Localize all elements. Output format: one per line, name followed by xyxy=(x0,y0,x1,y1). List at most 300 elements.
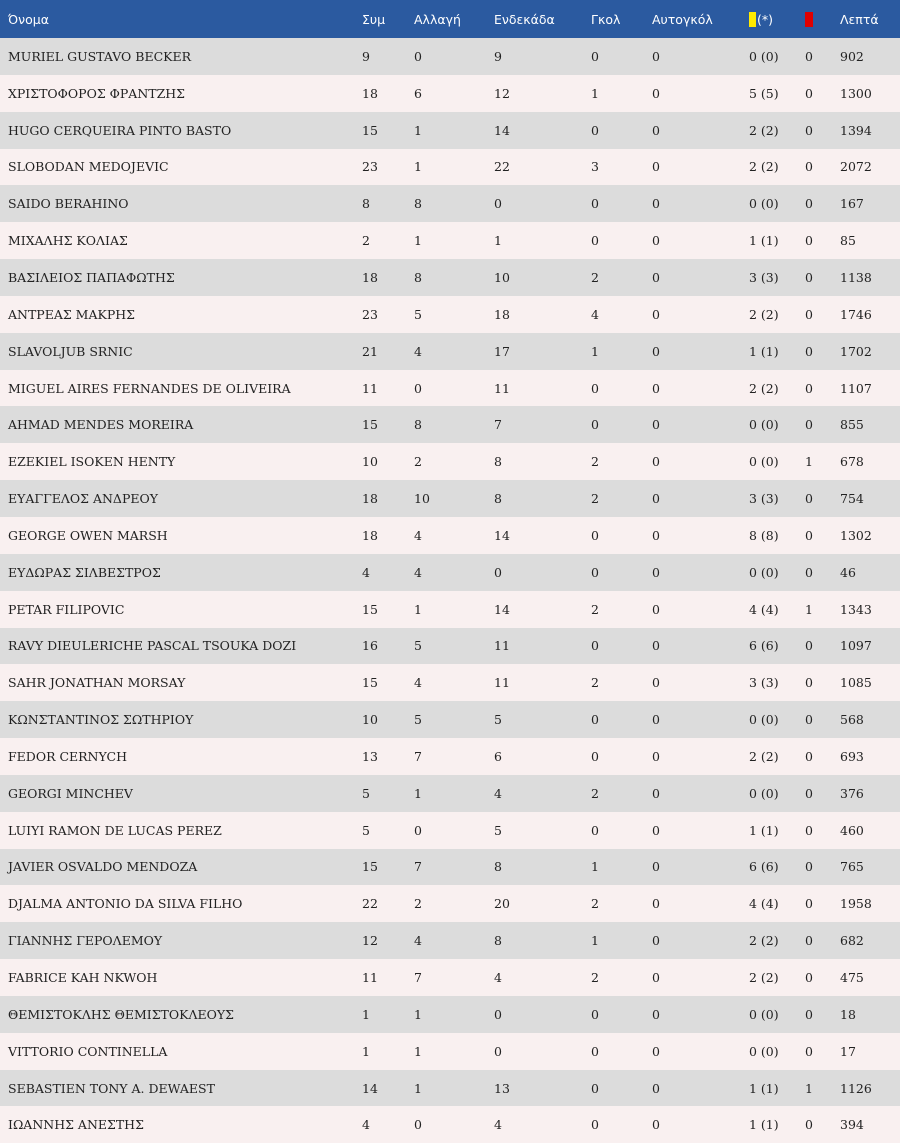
cell-apps: 22 xyxy=(362,896,378,912)
cell-starts: 4 xyxy=(494,970,502,986)
cell-name[interactable]: SAHR JONATHAN MORSAY xyxy=(8,675,186,691)
cell-minutes: 1343 xyxy=(840,601,872,617)
cell-apps: 21 xyxy=(362,343,378,359)
cell-red-cards: 0 xyxy=(805,527,813,543)
cell-goals: 2 xyxy=(591,601,599,617)
cell-name[interactable]: GEORGI MINCHEV xyxy=(8,785,133,801)
cell-subs: 1 xyxy=(414,1043,422,1059)
cell-starts: 12 xyxy=(494,85,510,101)
cell-starts: 9 xyxy=(494,48,502,64)
cell-red-cards: 0 xyxy=(805,712,813,728)
cell-yellow-cards: 6 (6) xyxy=(749,859,779,875)
cell-red-cards: 0 xyxy=(805,491,813,507)
cell-minutes: 167 xyxy=(840,196,864,212)
cell-own-goals: 0 xyxy=(652,122,660,138)
cell-name[interactable]: FABRICE KAH NKWOH xyxy=(8,970,158,986)
cell-own-goals: 0 xyxy=(652,196,660,212)
cell-minutes: 693 xyxy=(840,748,864,764)
cell-subs: 1 xyxy=(414,601,422,617)
header-goals[interactable]: Γκολ xyxy=(591,11,621,27)
cell-name[interactable]: GEORGE OWEN MARSH xyxy=(8,527,168,543)
cell-own-goals: 0 xyxy=(652,785,660,801)
cell-subs: 2 xyxy=(414,896,422,912)
cell-goals: 1 xyxy=(591,85,599,101)
cell-yellow-cards: 3 (3) xyxy=(749,269,779,285)
cell-starts: 14 xyxy=(494,601,510,617)
cell-starts: 18 xyxy=(494,306,510,322)
table-row[interactable] xyxy=(0,112,900,149)
cell-subs: 2 xyxy=(414,454,422,470)
cell-yellow-cards: 0 (0) xyxy=(749,1006,779,1022)
cell-yellow-cards: 3 (3) xyxy=(749,675,779,691)
cell-starts: 22 xyxy=(494,159,510,175)
cell-own-goals: 0 xyxy=(652,159,660,175)
cell-name[interactable]: ΘΕΜΙΣΤΟΚΛΗΣ ΘΕΜΙΣΤΟΚΛΕΟΥΣ xyxy=(8,1006,234,1022)
header-own-goals[interactable]: Αυτογκόλ xyxy=(652,11,713,27)
cell-minutes: 1746 xyxy=(840,306,872,322)
cell-goals: 2 xyxy=(591,491,599,507)
cell-subs: 0 xyxy=(414,1117,422,1133)
table-row[interactable] xyxy=(0,775,900,812)
cell-yellow-cards: 1 (1) xyxy=(749,343,779,359)
table-row[interactable] xyxy=(0,1070,900,1107)
cell-starts: 0 xyxy=(494,564,502,580)
cell-own-goals: 0 xyxy=(652,417,660,433)
cell-apps: 8 xyxy=(362,196,370,212)
cell-minutes: 754 xyxy=(840,491,864,507)
cell-yellow-cards: 1 (1) xyxy=(749,1117,779,1133)
cell-goals: 0 xyxy=(591,1117,599,1133)
cell-red-cards: 1 xyxy=(805,1080,813,1096)
cell-starts: 0 xyxy=(494,1043,502,1059)
cell-minutes: 475 xyxy=(840,970,864,986)
table-row[interactable] xyxy=(0,664,900,701)
cell-apps: 23 xyxy=(362,306,378,322)
cell-own-goals: 0 xyxy=(652,85,660,101)
cell-own-goals: 0 xyxy=(652,859,660,875)
cell-apps: 15 xyxy=(362,601,378,617)
cell-subs: 7 xyxy=(414,748,422,764)
header-apps[interactable]: Συμ xyxy=(362,11,386,27)
table-row[interactable] xyxy=(0,1033,900,1070)
cell-red-cards: 0 xyxy=(805,785,813,801)
cell-goals: 0 xyxy=(591,233,599,249)
cell-goals: 0 xyxy=(591,1043,599,1059)
cell-starts: 6 xyxy=(494,748,502,764)
table-row[interactable] xyxy=(0,406,900,443)
cell-apps: 11 xyxy=(362,380,378,396)
cell-name[interactable]: ΑΝΤΡΕΑΣ ΜΑΚΡΗΣ xyxy=(8,306,135,322)
cell-name[interactable]: VITTORIO CONTINELLA xyxy=(8,1043,168,1059)
cell-goals: 0 xyxy=(591,196,599,212)
cell-apps: 5 xyxy=(362,785,370,801)
header-subs[interactable]: Αλλαγή xyxy=(414,11,461,27)
table-row[interactable] xyxy=(0,296,900,333)
cell-minutes: 1126 xyxy=(840,1080,872,1096)
yellow-card-icon xyxy=(749,12,756,27)
table-row[interactable] xyxy=(0,628,900,665)
cell-subs: 1 xyxy=(414,122,422,138)
cell-red-cards: 0 xyxy=(805,1006,813,1022)
cell-subs: 4 xyxy=(414,564,422,580)
cell-subs: 8 xyxy=(414,417,422,433)
cell-subs: 4 xyxy=(414,933,422,949)
cell-red-cards: 0 xyxy=(805,122,813,138)
cell-apps: 13 xyxy=(362,748,378,764)
cell-name[interactable]: JAVIER OSVALDO MENDOZA xyxy=(8,859,198,875)
table-row[interactable] xyxy=(0,480,900,517)
cell-subs: 1 xyxy=(414,1006,422,1022)
table-body xyxy=(0,38,900,1143)
cell-red-cards: 1 xyxy=(805,454,813,470)
cell-own-goals: 0 xyxy=(652,48,660,64)
cell-goals: 2 xyxy=(591,269,599,285)
cell-starts: 11 xyxy=(494,380,510,396)
cell-own-goals: 0 xyxy=(652,970,660,986)
cell-starts: 1 xyxy=(494,233,502,249)
cell-goals: 0 xyxy=(591,380,599,396)
header-red-cards[interactable] xyxy=(805,0,840,38)
table-row[interactable] xyxy=(0,922,900,959)
cell-yellow-cards: 0 (0) xyxy=(749,712,779,728)
cell-minutes: 1394 xyxy=(840,122,872,138)
cell-yellow-cards: 0 (0) xyxy=(749,417,779,433)
cell-yellow-cards: 4 (4) xyxy=(749,896,779,912)
cell-subs: 6 xyxy=(414,85,422,101)
cell-minutes: 1302 xyxy=(840,527,872,543)
cell-name[interactable]: SLAVOLJUB SRNIC xyxy=(8,343,133,359)
cell-own-goals: 0 xyxy=(652,712,660,728)
header-yellow-cards[interactable] xyxy=(749,0,805,38)
table-row[interactable] xyxy=(0,591,900,628)
cell-subs: 8 xyxy=(414,269,422,285)
cell-minutes: 1300 xyxy=(840,85,872,101)
cell-goals: 1 xyxy=(591,859,599,875)
cell-starts: 7 xyxy=(494,417,502,433)
cell-subs: 4 xyxy=(414,343,422,359)
cell-starts: 8 xyxy=(494,454,502,470)
cell-own-goals: 0 xyxy=(652,601,660,617)
header-starts[interactable]: Ενδεκάδα xyxy=(494,11,555,27)
cell-goals: 0 xyxy=(591,564,599,580)
table-row[interactable] xyxy=(0,185,900,222)
cell-subs: 4 xyxy=(414,527,422,543)
cell-subs: 1 xyxy=(414,233,422,249)
cell-yellow-cards: 6 (6) xyxy=(749,638,779,654)
cell-goals: 2 xyxy=(591,675,599,691)
cell-starts: 11 xyxy=(494,638,510,654)
cell-own-goals: 0 xyxy=(652,933,660,949)
cell-name[interactable]: DJALMA ANTONIO DA SILVA FILHO xyxy=(8,896,243,912)
cell-name[interactable]: ΧΡΙΣΤΟΦΟΡΟΣ ΦΡΑΝΤΖΗΣ xyxy=(8,85,186,101)
cell-own-goals: 0 xyxy=(652,454,660,470)
cell-apps: 18 xyxy=(362,269,378,285)
cell-goals: 4 xyxy=(591,306,599,322)
cell-apps: 18 xyxy=(362,491,378,507)
cell-red-cards: 0 xyxy=(805,822,813,838)
table-row[interactable] xyxy=(0,517,900,554)
cell-red-cards: 0 xyxy=(805,675,813,691)
cell-red-cards: 0 xyxy=(805,233,813,249)
cell-minutes: 394 xyxy=(840,1117,864,1133)
cell-minutes: 568 xyxy=(840,712,864,728)
cell-own-goals: 0 xyxy=(652,527,660,543)
table-row[interactable] xyxy=(0,701,900,738)
cell-minutes: 46 xyxy=(840,564,856,580)
cell-own-goals: 0 xyxy=(652,491,660,507)
cell-apps: 12 xyxy=(362,933,378,949)
cell-minutes: 678 xyxy=(840,454,864,470)
cell-yellow-cards: 3 (3) xyxy=(749,491,779,507)
cell-name[interactable]: ΕΥΔΩΡΑΣ ΣΙΛΒΕΣΤΡΟΣ xyxy=(8,564,161,580)
cell-minutes: 1958 xyxy=(840,896,872,912)
cell-name[interactable]: ΕΥΑΓΓΕΛΟΣ ΑΝΔΡΕΟΥ xyxy=(8,491,158,507)
cell-name[interactable]: EZEKIEL ISOKEN HENTY xyxy=(8,454,176,470)
cell-apps: 23 xyxy=(362,159,378,175)
cell-own-goals: 0 xyxy=(652,822,660,838)
table-row[interactable] xyxy=(0,443,900,480)
cell-subs: 0 xyxy=(414,48,422,64)
cell-own-goals: 0 xyxy=(652,564,660,580)
cell-starts: 0 xyxy=(494,1006,502,1022)
cell-goals: 0 xyxy=(591,712,599,728)
cell-minutes: 460 xyxy=(840,822,864,838)
cell-name[interactable]: FEDOR CERNYCH xyxy=(8,748,127,764)
cell-red-cards: 0 xyxy=(805,970,813,986)
cell-minutes: 682 xyxy=(840,933,864,949)
cell-yellow-cards: 0 (0) xyxy=(749,1043,779,1059)
table-row[interactable] xyxy=(0,812,900,849)
table-row[interactable] xyxy=(0,959,900,996)
table-row[interactable] xyxy=(0,1106,900,1143)
cell-apps: 15 xyxy=(362,417,378,433)
cell-yellow-cards: 2 (2) xyxy=(749,970,779,986)
cell-yellow-cards: 0 (0) xyxy=(749,785,779,801)
table-row[interactable] xyxy=(0,849,900,886)
cell-yellow-cards: 8 (8) xyxy=(749,527,779,543)
cell-minutes: 1107 xyxy=(840,380,872,396)
cell-yellow-cards: 2 (2) xyxy=(749,933,779,949)
cell-own-goals: 0 xyxy=(652,306,660,322)
cell-starts: 4 xyxy=(494,785,502,801)
table-header-row xyxy=(0,0,900,38)
cell-minutes: 1138 xyxy=(840,269,872,285)
cell-own-goals: 0 xyxy=(652,1117,660,1133)
yellow-suffix: (*) xyxy=(757,11,774,27)
cell-name[interactable]: ΒΑΣΙΛΕΙΟΣ ΠΑΠΑΦΩΤΗΣ xyxy=(8,269,175,285)
cell-red-cards: 0 xyxy=(805,159,813,175)
cell-starts: 4 xyxy=(494,1117,502,1133)
cell-name[interactable]: AHMAD MENDES MOREIRA xyxy=(8,417,194,433)
cell-name[interactable]: ΜΙΧΑΛΗΣ ΚΟΛΙΑΣ xyxy=(8,233,128,249)
table-row[interactable] xyxy=(0,885,900,922)
cell-red-cards: 0 xyxy=(805,748,813,764)
cell-subs: 1 xyxy=(414,1080,422,1096)
cell-red-cards: 0 xyxy=(805,933,813,949)
cell-subs: 8 xyxy=(414,196,422,212)
cell-subs: 7 xyxy=(414,970,422,986)
cell-subs: 0 xyxy=(414,380,422,396)
cell-apps: 16 xyxy=(362,638,378,654)
cell-red-cards: 0 xyxy=(805,564,813,580)
cell-subs: 5 xyxy=(414,638,422,654)
table-row[interactable] xyxy=(0,333,900,370)
cell-yellow-cards: 0 (0) xyxy=(749,48,779,64)
cell-goals: 0 xyxy=(591,417,599,433)
cell-yellow-cards: 1 (1) xyxy=(749,822,779,838)
cell-yellow-cards: 1 (1) xyxy=(749,1080,779,1096)
table-row[interactable] xyxy=(0,75,900,112)
cell-yellow-cards: 5 (5) xyxy=(749,85,779,101)
cell-yellow-cards: 0 (0) xyxy=(749,196,779,212)
cell-starts: 8 xyxy=(494,859,502,875)
cell-apps: 15 xyxy=(362,122,378,138)
cell-starts: 14 xyxy=(494,122,510,138)
cell-yellow-cards: 2 (2) xyxy=(749,380,779,396)
cell-name[interactable]: SEBASTIEN TONY A. DEWAEST xyxy=(8,1080,215,1096)
cell-starts: 0 xyxy=(494,196,502,212)
cell-red-cards: 0 xyxy=(805,48,813,64)
table-row[interactable] xyxy=(0,996,900,1033)
header-name[interactable]: Όνομα xyxy=(8,11,49,27)
cell-name[interactable]: SAIDO BERAHINO xyxy=(8,196,129,212)
cell-apps: 2 xyxy=(362,233,370,249)
cell-minutes: 1097 xyxy=(840,638,872,654)
cell-own-goals: 0 xyxy=(652,1043,660,1059)
table-row[interactable] xyxy=(0,554,900,591)
cell-starts: 5 xyxy=(494,822,502,838)
cell-red-cards: 0 xyxy=(805,1117,813,1133)
cell-yellow-cards: 0 (0) xyxy=(749,564,779,580)
cell-starts: 8 xyxy=(494,491,502,507)
cell-starts: 17 xyxy=(494,343,510,359)
cell-red-cards: 0 xyxy=(805,859,813,875)
cell-own-goals: 0 xyxy=(652,1006,660,1022)
cell-red-cards: 0 xyxy=(805,196,813,212)
cell-own-goals: 0 xyxy=(652,1080,660,1096)
cell-goals: 1 xyxy=(591,933,599,949)
cell-apps: 10 xyxy=(362,712,378,728)
cell-red-cards: 0 xyxy=(805,380,813,396)
cell-red-cards: 0 xyxy=(805,638,813,654)
cell-goals: 0 xyxy=(591,822,599,838)
cell-minutes: 1085 xyxy=(840,675,872,691)
red-card-icon xyxy=(805,12,813,27)
cell-minutes: 855 xyxy=(840,417,864,433)
cell-apps: 5 xyxy=(362,822,370,838)
cell-minutes: 1702 xyxy=(840,343,872,359)
cell-yellow-cards: 2 (2) xyxy=(749,748,779,764)
cell-own-goals: 0 xyxy=(652,233,660,249)
cell-minutes: 18 xyxy=(840,1006,856,1022)
table-row[interactable] xyxy=(0,370,900,407)
cell-name[interactable]: MIGUEL AIRES FERNANDES DE OLIVEIRA xyxy=(8,380,291,396)
cell-starts: 13 xyxy=(494,1080,510,1096)
cell-own-goals: 0 xyxy=(652,269,660,285)
cell-goals: 0 xyxy=(591,638,599,654)
cell-starts: 14 xyxy=(494,527,510,543)
cell-goals: 0 xyxy=(591,48,599,64)
cell-own-goals: 0 xyxy=(652,343,660,359)
cell-goals: 3 xyxy=(591,159,599,175)
cell-goals: 0 xyxy=(591,122,599,138)
cell-apps: 4 xyxy=(362,1117,370,1133)
cell-minutes: 85 xyxy=(840,233,856,249)
cell-goals: 0 xyxy=(591,1006,599,1022)
cell-starts: 5 xyxy=(494,712,502,728)
cell-name[interactable]: ΓΙΑΝΝΗΣ ΓΕΡΟΛΕΜΟΥ xyxy=(8,933,163,949)
cell-red-cards: 0 xyxy=(805,417,813,433)
cell-red-cards: 0 xyxy=(805,269,813,285)
cell-yellow-cards: 4 (4) xyxy=(749,601,779,617)
cell-yellow-cards: 2 (2) xyxy=(749,122,779,138)
cell-own-goals: 0 xyxy=(652,748,660,764)
table-row[interactable] xyxy=(0,222,900,259)
cell-own-goals: 0 xyxy=(652,896,660,912)
cell-minutes: 765 xyxy=(840,859,864,875)
cell-goals: 1 xyxy=(591,343,599,359)
cell-red-cards: 0 xyxy=(805,343,813,359)
cell-subs: 5 xyxy=(414,712,422,728)
cell-apps: 11 xyxy=(362,970,378,986)
cell-apps: 1 xyxy=(362,1006,370,1022)
header-minutes[interactable]: Λεπτά xyxy=(840,11,879,27)
cell-red-cards: 0 xyxy=(805,1043,813,1059)
cell-subs: 0 xyxy=(414,822,422,838)
cell-own-goals: 0 xyxy=(652,675,660,691)
cell-minutes: 376 xyxy=(840,785,864,801)
cell-name[interactable]: SLOBODAN MEDOJEVIC xyxy=(8,159,169,175)
table-row[interactable] xyxy=(0,259,900,296)
cell-own-goals: 0 xyxy=(652,638,660,654)
cell-subs: 1 xyxy=(414,159,422,175)
cell-yellow-cards: 1 (1) xyxy=(749,233,779,249)
cell-name[interactable]: MURIEL GUSTAVO BECKER xyxy=(8,48,192,64)
cell-name[interactable]: PETAR FILIPOVIC xyxy=(8,601,125,617)
cell-name[interactable]: ΚΩΝΣΤΑΝΤΙΝΟΣ ΣΩΤΗΡΙΟΥ xyxy=(8,712,194,728)
cell-apps: 14 xyxy=(362,1080,378,1096)
cell-red-cards: 0 xyxy=(805,306,813,322)
cell-starts: 20 xyxy=(494,896,510,912)
cell-apps: 18 xyxy=(362,527,378,543)
cell-starts: 10 xyxy=(494,269,510,285)
cell-apps: 18 xyxy=(362,85,378,101)
cell-goals: 0 xyxy=(591,748,599,764)
cell-goals: 0 xyxy=(591,527,599,543)
cell-goals: 2 xyxy=(591,896,599,912)
cell-yellow-cards: 2 (2) xyxy=(749,306,779,322)
table-row[interactable] xyxy=(0,38,900,75)
cell-goals: 2 xyxy=(591,970,599,986)
cell-apps: 4 xyxy=(362,564,370,580)
cell-subs: 1 xyxy=(414,785,422,801)
cell-goals: 0 xyxy=(591,1080,599,1096)
cell-name[interactable]: RAVY DIEULERICHE PASCAL TSOUKA DOZI xyxy=(8,638,297,654)
cell-starts: 8 xyxy=(494,933,502,949)
cell-subs: 10 xyxy=(414,491,430,507)
cell-apps: 10 xyxy=(362,454,378,470)
cell-apps: 1 xyxy=(362,1043,370,1059)
table-row[interactable] xyxy=(0,149,900,186)
cell-starts: 11 xyxy=(494,675,510,691)
cell-name[interactable]: ΙΩΑΝΝΗΣ ΑΝΕΣΤΗΣ xyxy=(8,1117,144,1133)
cell-name[interactable]: LUIYI RAMON DE LUCAS PEREZ xyxy=(8,822,222,838)
cell-minutes: 902 xyxy=(840,48,864,64)
cell-yellow-cards: 2 (2) xyxy=(749,159,779,175)
table-row[interactable] xyxy=(0,738,900,775)
cell-red-cards: 0 xyxy=(805,85,813,101)
cell-name[interactable]: HUGO CERQUEIRA PINTO BASTO xyxy=(8,122,232,138)
